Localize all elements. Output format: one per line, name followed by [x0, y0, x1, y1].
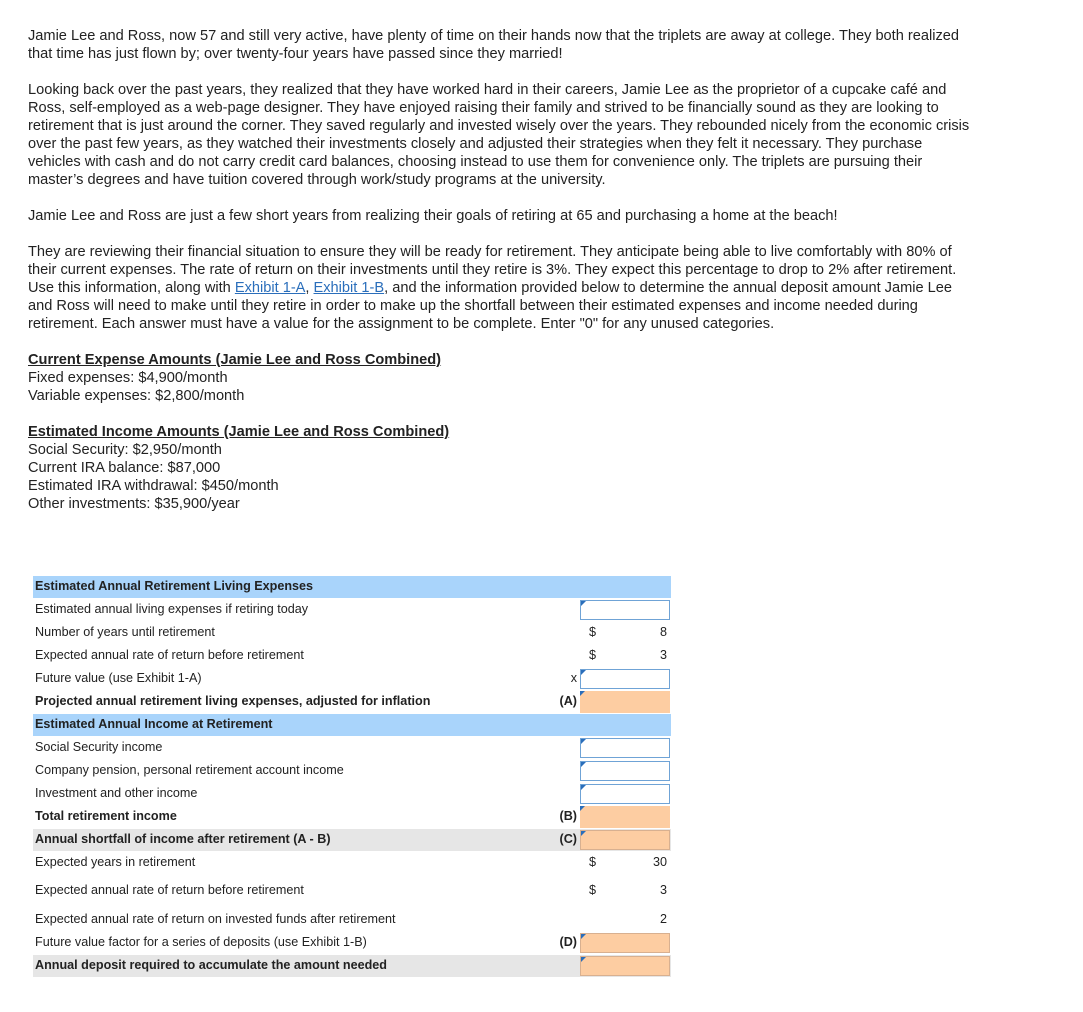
variable-expenses: Variable expenses: $2,800/month [28, 388, 245, 404]
total-income-result [580, 806, 670, 828]
worksheet-row-investment [33, 783, 671, 805]
worksheet-row-rate-after [33, 909, 671, 931]
ira-balance: Current IRA balance: $87,000 [28, 460, 221, 476]
section-header-label: Estimated Annual Retirement Living Expenses [35, 579, 314, 593]
worksheet-row-future-value [33, 668, 671, 690]
dollar-sign: $ [589, 883, 597, 897]
worksheet-row-social-security [33, 737, 671, 759]
worksheet-row-years-until [33, 622, 671, 644]
link-separator: , [305, 280, 314, 296]
row-label: Annual shortfall of income after retirement (A - B) [35, 832, 331, 846]
pension-income-input[interactable] [580, 761, 670, 781]
ira-withdrawal: Estimated IRA withdrawal: $450/month [28, 478, 279, 494]
expense-block-title: Current Expense Amounts (Jamie Lee and Ross Combined) [28, 352, 442, 368]
social-security-income-input[interactable] [580, 738, 670, 758]
row-label: Future value (use Exhibit 1-A) [35, 671, 202, 685]
row-label: Projected annual retirement living expenses, adjusted for inflation [35, 694, 431, 708]
intro-paragraph-1: Jamie Lee and Ross, now 57 and still very active, have plenty of time on their hands now that the triplets are away at college. They both realized that time has just flown by; over twenty-four years have passed since they married! [28, 28, 960, 62]
row-label: Expected years in retirement [35, 855, 196, 869]
rate-before-retirement-value: 3 [659, 648, 667, 662]
income-block-title: Estimated Income Amounts (Jamie Lee and Ross Combined) [28, 424, 450, 440]
worksheet-row-rate-before-2 [33, 880, 671, 902]
section-header-living-expenses [33, 576, 671, 598]
worksheet-row-annual-deposit [33, 955, 671, 977]
row-label: Social Security income [35, 740, 163, 754]
row-label: Total retirement income [35, 809, 177, 823]
worksheet-row-shortfall [33, 829, 671, 851]
exhibit-1b-link[interactable]: Exhibit 1-B [313, 280, 385, 296]
rate-after-retirement-value: 2 [659, 912, 667, 926]
fv-factor-series-input[interactable] [580, 933, 670, 953]
intro-paragraph-2: Looking back over the past years, they realized that they have worked hard in their careers, Jamie Lee as the proprietor of a cupcake café and Ross, self-employed as a web-page designer. They have enjoyed raising their family and strived to be financially sound as they are looking to retirement that is just around the corner. They saved regularly and invested wisely over the years. They rebounded nicely from the economic crisis over the past few years, as they watched their investments closely and adjusted their strategies when they felt it necessary. They purchase vehicles with cash and do not carry credit card balances, choosing instead to use them for convenience only. The triplets are pursuing their master’s degrees and have tuition covered through work/study programs at the university. [28, 82, 970, 188]
intro-paragraph-4 [28, 243, 973, 333]
dollar-sign: $ [589, 625, 597, 639]
other-investments: Other investments: $35,900/year [28, 496, 240, 512]
years-until-retirement-value: 8 [659, 625, 667, 639]
section-header-label: Estimated Annual Income at Retirement [35, 717, 273, 731]
row-label: Company pension, personal retirement account income [35, 763, 344, 777]
row-label: Investment and other income [35, 786, 198, 800]
section-header-income [33, 714, 671, 736]
problem-text [28, 27, 973, 531]
expense-block [28, 351, 973, 405]
worksheet-row-rate-before [33, 645, 671, 667]
intro-paragraph-4-part-b: , and the information provided below to determine the annual deposit amount Jamie Lee and Ross will need to make until they retire in order to make up the shortfall between their estimated expenses and income needed during retirement. Each answer must have a value for the assignment to be complete. Enter "0" for any unused categories. [28, 280, 953, 332]
social-security: Social Security: $2,950/month [28, 442, 222, 458]
investment-income-input[interactable] [580, 784, 670, 804]
marker-a: (A) [559, 694, 577, 708]
projected-expenses-result [580, 691, 670, 713]
worksheet-row-fv-factor [33, 932, 671, 954]
multiply-sign: x [570, 671, 577, 685]
worksheet-row-pension [33, 760, 671, 782]
worksheet-row-total-income [33, 806, 671, 828]
marker-b: (B) [559, 809, 577, 823]
living-expenses-today-input[interactable] [580, 600, 670, 620]
fixed-expenses: Fixed expenses: $4,900/month [28, 370, 228, 386]
row-label: Expected annual rate of return before retirement [35, 883, 304, 897]
worksheet-row-living-today [33, 599, 671, 621]
row-label: Expected annual rate of return on invested funds after retirement [35, 912, 396, 926]
exhibit-1a-link[interactable]: Exhibit 1-A [234, 280, 306, 296]
row-label: Estimated annual living expenses if retiring today [35, 602, 309, 616]
row-label: Future value factor for a series of deposits (use Exhibit 1-B) [35, 935, 367, 949]
shortfall-input[interactable] [580, 830, 670, 850]
years-in-retirement-value: 30 [652, 855, 667, 869]
dollar-sign: $ [589, 855, 597, 869]
row-label: Annual deposit required to accumulate the amount needed [35, 958, 387, 972]
dollar-sign: $ [589, 648, 597, 662]
annual-deposit-input[interactable] [580, 956, 670, 976]
intro-paragraph-4-part-a: They are reviewing their financial situation to ensure they will be ready for retirement. They anticipate being able to live comfortably with 80% of their current expenses. The rate of return on their investments until they retire is 3%. They expect this percentage to drop to 2% after retirement. Use this information, along with [28, 244, 957, 296]
row-label: Expected annual rate of return before retirement [35, 648, 304, 662]
worksheet-row-years-in [33, 852, 671, 874]
rate-before-retirement-2-value: 3 [659, 883, 667, 897]
row-label: Number of years until retirement [35, 625, 215, 639]
intro-paragraph-3: Jamie Lee and Ross are just a few short years from realizing their goals of retiring at 65 and purchasing a home at the beach! [28, 208, 838, 224]
income-block [28, 423, 973, 513]
marker-d: (D) [559, 935, 577, 949]
marker-c: (C) [559, 832, 577, 846]
future-value-factor-input[interactable] [580, 669, 670, 689]
worksheet-row-projected-expenses [33, 691, 671, 713]
